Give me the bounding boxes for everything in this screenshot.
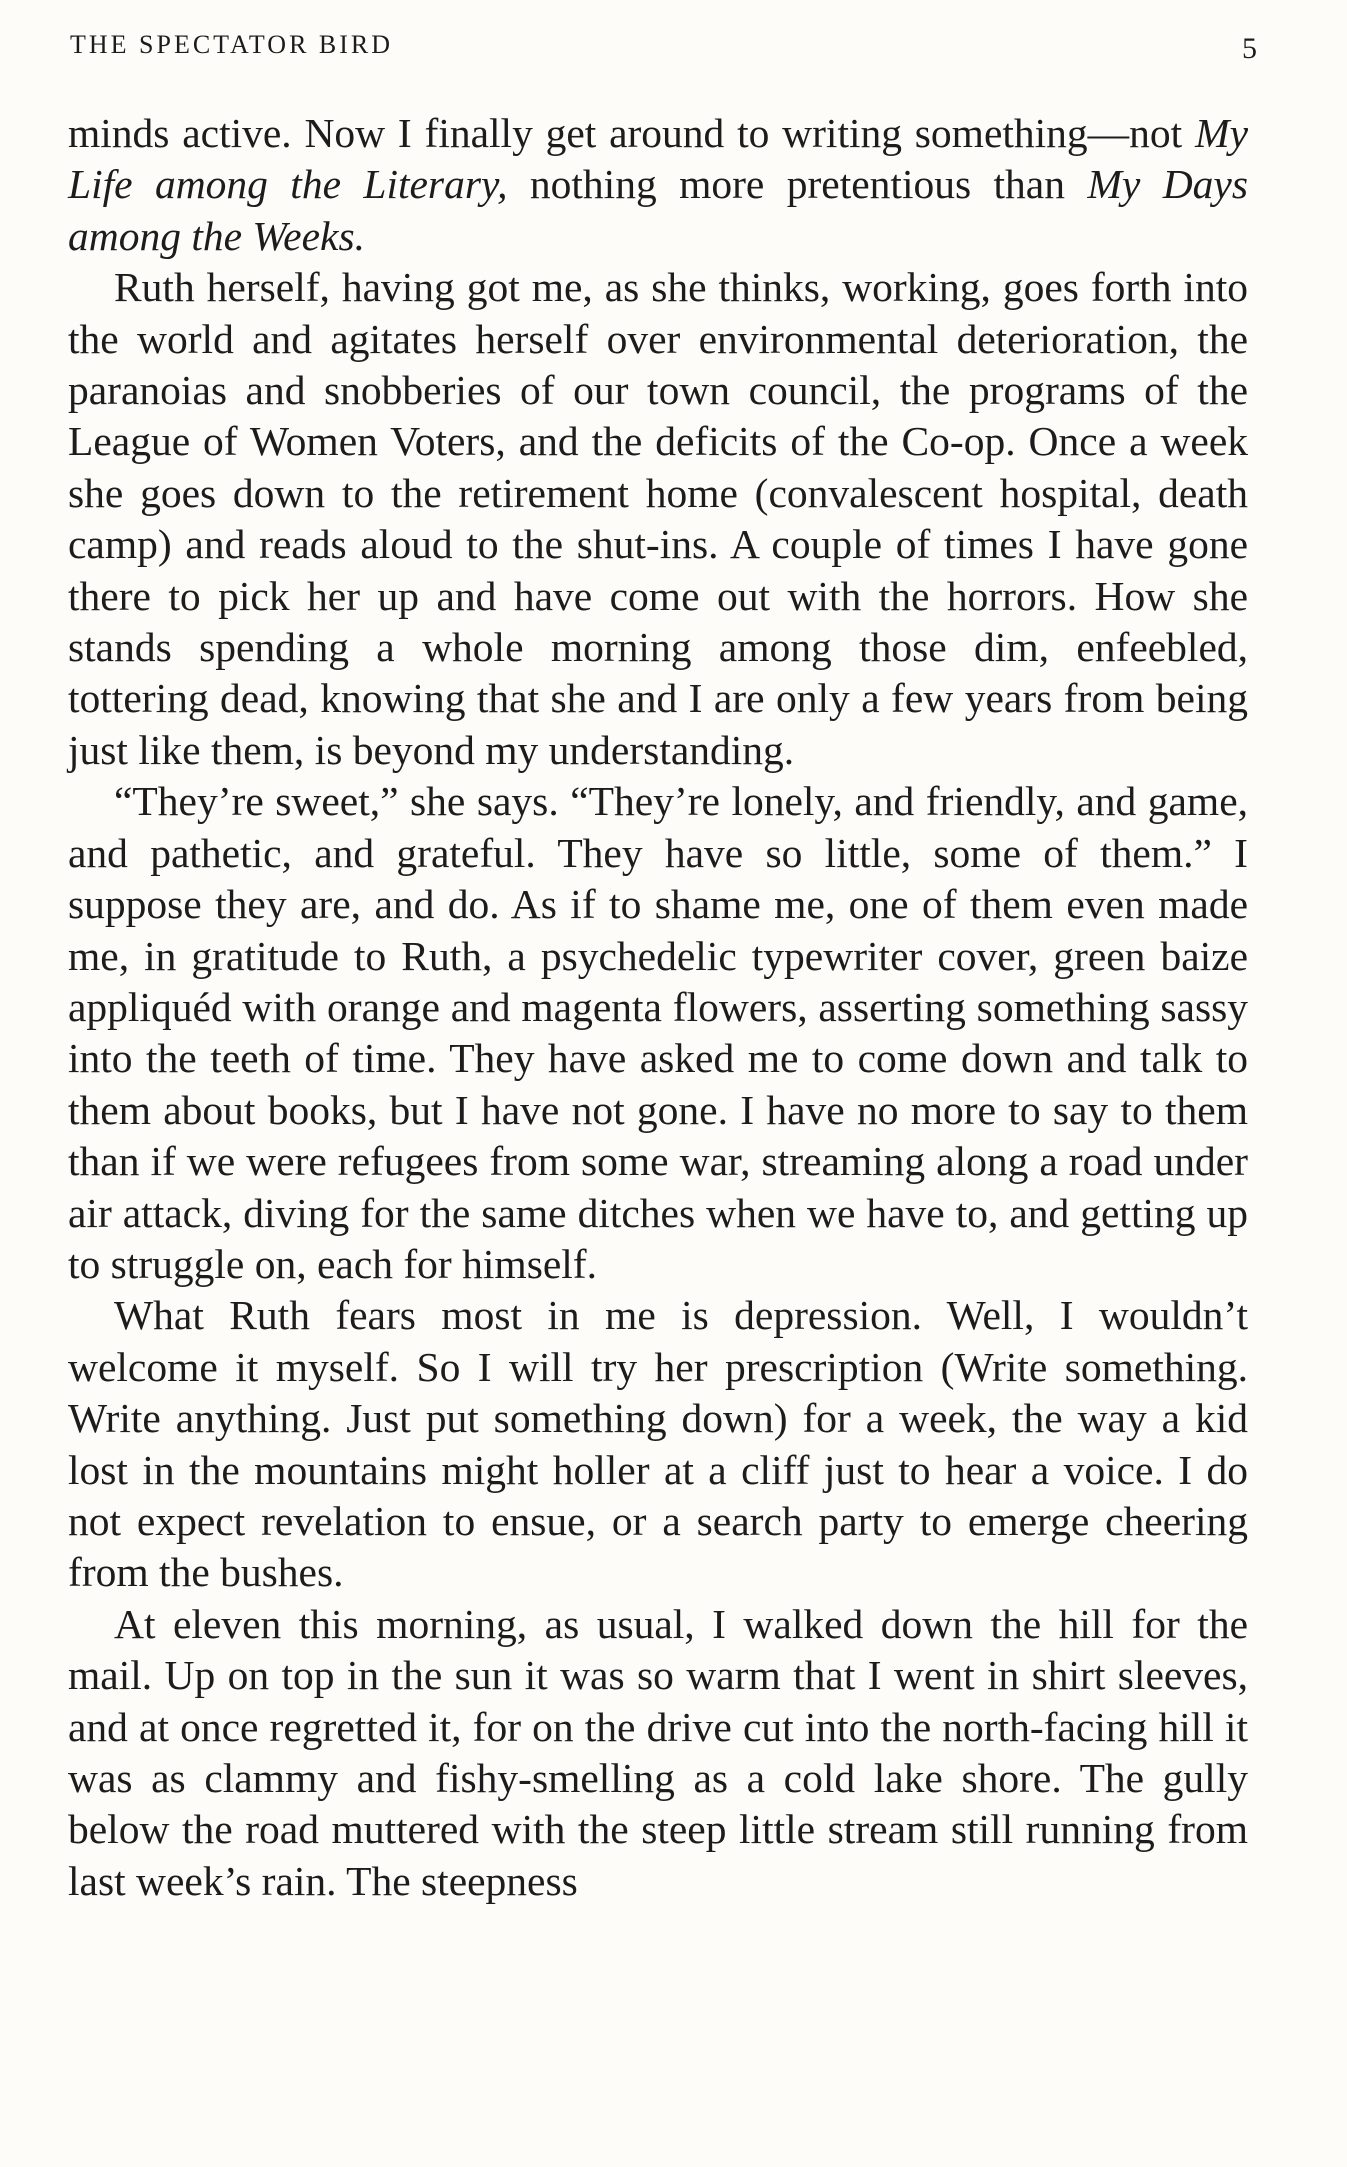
italic-title-2: My Days among the Weeks. xyxy=(68,161,1249,259)
body-text xyxy=(68,108,1248,1907)
paragraph-2: Ruth herself, having got me, as she thinks, working, goes forth into the world and agitates herself over environmental deterioration, the paranoias and snobberies of our town council, the programs of the League of Women Voters, and the deficits of the Co-op. Once a week she goes down to the retirement home (convalescent hospital, death camp) and reads aloud to the shut-ins. A couple of times I have gone there to pick her up and have come out with the horrors. How she stands spending a whole morning among those dim, enfeebled, tottering dead, knowing that she and I are only a few years from being just like them, is beyond my understanding. xyxy=(68,264,1248,773)
paragraph-1-text-c: nothing more pretentious than xyxy=(507,161,1088,208)
paragraph-1-text-a: minds active. Now I finally get around to writing something—not xyxy=(68,110,1195,156)
paragraph-4: What Ruth fears most in me is depression. Well, I wouldn’t welcome it myself. So I will try her prescription (Write something. Write anything. Just put something down) for a week, the way a kid lost in the mountains might holler at a cliff just to hear a voice. I do not expect revelation to ensue, or a search party to emerge cheering from the bushes. xyxy=(68,1292,1248,1596)
running-head xyxy=(70,30,1277,70)
paragraph-5: At eleven this morning, as usual, I walked down the hill for the mail. Up on top in the sun it was so warm that I went in shirt sleeves, and at once regretted it, for on the drive cut into the north-facing hill it was as clammy and fishy-smelling as a cold lake shore. The gully below the road muttered with the steep little stream still running from last week’s rain. The steepness xyxy=(68,1600,1248,1904)
paragraph-1 xyxy=(68,108,1248,262)
italic-title-1: My Life among the Literary, xyxy=(68,110,1248,208)
page-number: 5 xyxy=(1242,32,1257,65)
running-title: THE SPECTATOR BIRD xyxy=(70,30,394,59)
paragraph-3: “They’re sweet,” she says. “They’re lonely, and friendly, and game, and pathetic, and grateful. They have so little, some of them.” I suppose they are, and do. As if to shame me, one of them even made me, in gratitude to Ruth, a psychedelic typewriter cover, green baize appliquéd with orange and magenta flowers, asserting something sassy into the teeth of time. They have asked me to come down and talk to them about books, but I have not gone. I have no more to say to them than if we were refugees from some war, streaming along a road under air attack, diving for the same ditches when we have to, and getting up to struggle on, each for himself. xyxy=(68,778,1248,1287)
